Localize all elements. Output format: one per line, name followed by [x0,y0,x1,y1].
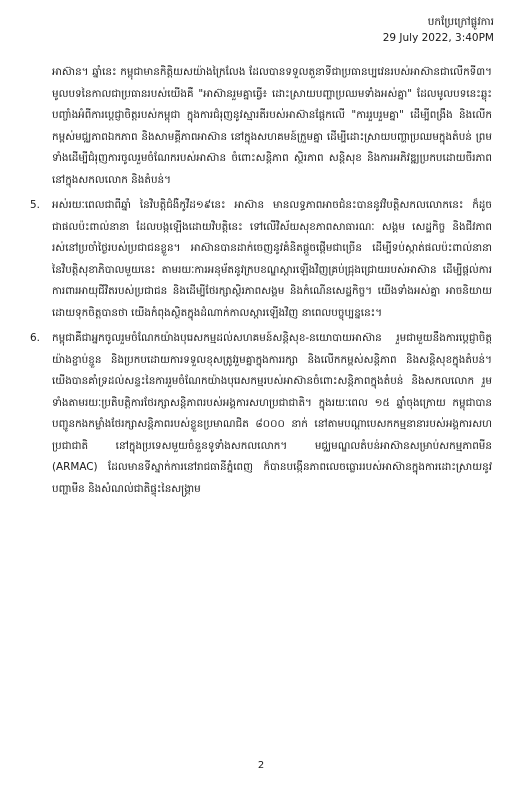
document-datetime: 29 July 2022, 3:40PM [382,32,494,44]
translation-label: បកប្រែក្រៅផ្លូវការ [427,16,494,28]
paragraph-6 [30,328,492,500]
paragraph-number: 5. [30,199,40,211]
document-body [30,62,492,500]
paragraph-continuation: អាស៊ាន។ ឆ្នាំនេះ កម្ពុជាមានកិត្តិយសយ៉ាងក្រៃលែង ដែលបានទទួលតួនាទីជាប្រធានប្បវេនរបស់អាស៊ានជាលើកទី៣។ មូលបទនៃកាលជាប្រធានរបស់យើងគឺ "អាស៊ានរួមគ្នាធ្វើ៖ ដោះស្រាយបញ្ហាប្រឈមទាំងអស់គ្នា" ដែលមូលបទនេះឆ្លុះបញ្ចាំងអំពីការប្តេជ្ញាចិត្តរបស់កម្ពុជា ក្នុងការជំរុញនូវស្មារតីរបស់អាស៊ានផ្ដែកលើ "ការរួបរួមគ្នា" ដើម្បីពង្រឹង និងលើកកម្ពស់មជ្ឈភាពឯកភាព និងសាមគ្គីភាពអាស៊ាន នៅក្នុងសហគមន៍ក្រួមគ្នា ដើម្បីដោះស្រាយបញ្ហាប្រឈមក្នុងតំបន់ ព្រមទាំងដើម្បីជំរុញការចូលរួមចំណែករបស់អាស៊ាន ចំពោះសន្តិភាព ស្ថិរភាព សន្តិសុខ និងការអភិវឌ្ឍប្រកបដោយចីរភាព នៅក្នុងសកលលោក និងតំបន់។ [52,66,492,186]
paragraph-5 [30,195,492,324]
paragraph-text: អស់រយៈពេលជាពីឆ្នាំ នៃវិបត្តិជំងឺកូវីដ១៩នេះ អាស៊ាន មានលទ្ធភាពអាចជំនះបាននូវវិបត្តិសកលលោកនេះ ក៏ដូចជាផលប៉ះពាល់នានា ដែលបង្កឡើងដោយវិបត្តិនេះ ទៅលើវិស័យសុខភាពសាធារណៈ សង្គម សេដ្ឋកិច្ច និងជីវភាពរស់នៅប្រចាំថ្ងៃរបស់ប្រជាជនខ្លួន។ អាស៊ានបានដាក់ចេញនូវគំនិតផ្តួចផ្តើមជាច្រើន ដើម្បីទប់ស្កាត់ផលប៉ះពាល់នានានៃវិបត្តិសុខាភិបាលមួយនេះ តាមរយៈការអនុម័តនូវក្របខណ្ឌស្តារឡើងវិញគ្រប់ជ្រុងជ្រោយរបស់អាស៊ាន ដើម្បីផ្តល់ការការពារអាយុជីវិតរបស់ប្រជាជន និងដើម្បីថែរក្សាស្ថិរភាពសង្គម និងកំណើនសេដ្ឋកិច្ច។ យើងទាំងអស់គ្នា អាចនិយាយដោយទុកចិត្តបានថា យើងកំពុងស្ថិតក្នុងដំណាក់កាលស្តារឡើងវិញ នាពេលបច្ចុប្បន្ននេះ។ [52,199,492,319]
document-header [383,14,494,46]
paragraph-number: 6. [30,332,40,344]
paragraph-text: កម្ពុជាគឺជាអ្នកចូលរួមចំណែកយ៉ាងបុរេសកម្មដល់សហគមន៍សន្តិសុខ-នយោបាយអាស៊ាន រួមជាមួយនឹងការប្តេជ្ញាចិត្តយ៉ាងខ្ជាប់ខ្ជួន និងប្រកបដោយការទទួលខុសត្រូវរួមគ្នាក្នុងការរក្សា និងលើកកម្ពស់សន្តិភាព និងសន្តិសុខក្នុងតំបន់។ យើងបានគាំទ្រដល់សន្ទះនៃការរួមចំណែកយ៉ាងបុរេសកម្មរបស់អាស៊ានចំពោះសន្តិភាពក្នុងតំបន់ និងសកលលោក រួមទាំងតាមរយៈប្រតិបត្តិការថែរក្សាសន្តិភាពរបស់អង្គការសហប្រជាជាតិ។ ក្នុងរយៈពេល ១៥ ឆ្នាំចុងក្រោយ កម្ពុជាបានបញ្ជូនកងកម្លាំងថែរក្សាសន្តិភាពរបស់ខ្លួនប្រមាណជិត ៨០០០ នាក់ នៅតាមបណ្តាបេសកកម្មនានារបស់អង្គការសហប្រជាជាតិ នៅក្នុងប្រទេសមួយចំនួនទូទាំងសកលលោក។ មជ្ឈមណ្ឌលតំបន់អាស៊ានសម្រាប់សកម្មភាពមីន (ARMAC) ដែលមានទីស្នាក់ការនៅរាជធានីភ្នំពេញ ក៏បានបង្កើនភាពលេចធ្លោររបស់អាស៊ានក្នុងការដោះស្រាយនូវបញ្ហាមីន និងសំណល់ជាតិផ្ទុះនៃសង្គ្រាម [52,332,492,495]
page-number: 2 [257,760,265,771]
